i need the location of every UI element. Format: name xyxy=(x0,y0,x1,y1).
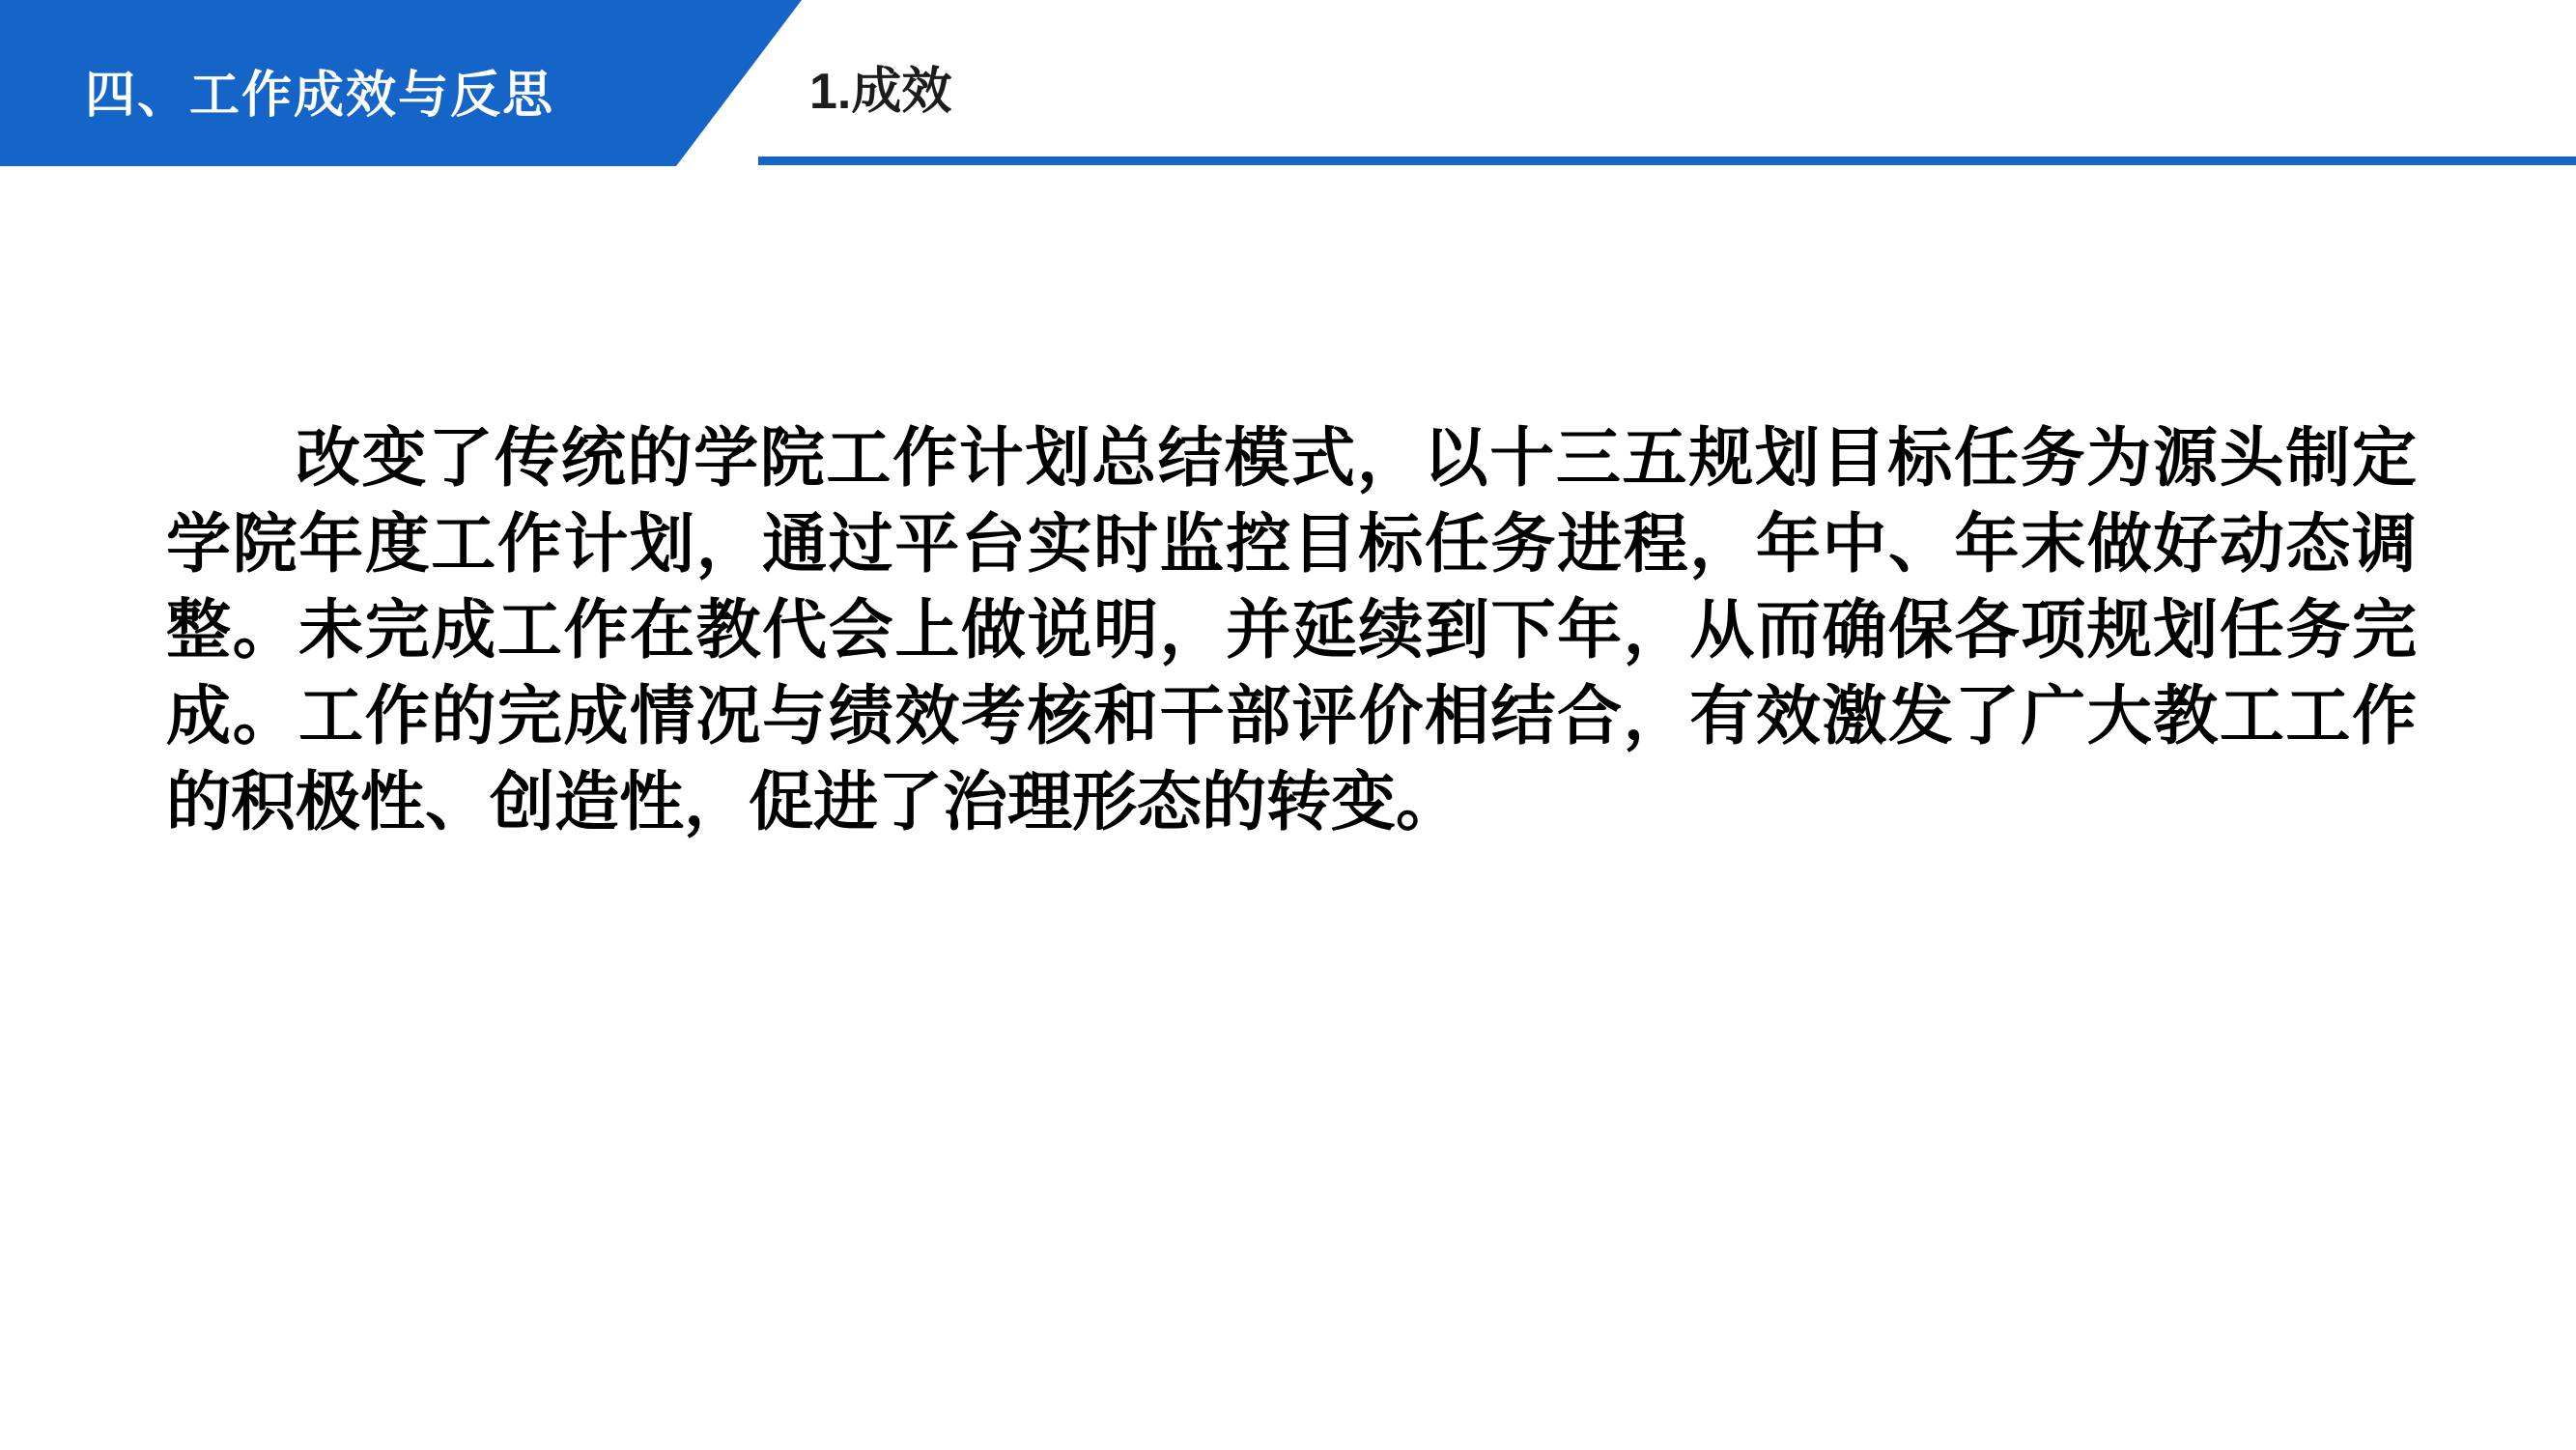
section-label: 四、工作成效与反思 xyxy=(85,68,555,124)
slide-header xyxy=(0,0,2576,166)
header-divider-rule xyxy=(758,156,2576,165)
slide-body xyxy=(166,415,2417,846)
page-title: 1.成效 xyxy=(809,64,952,120)
body-paragraph: 改变了传统的学院工作计划总结模式，以十三五规划目标任务为源头制定学院年度工作计划，通过平台实时监控目标任务进程，年中、年末做好动态调整。未完成工作在教代会上做说明，并延续到下年，从而确保各项规划任务完成。工作的完成情况与绩效考核和干部评价相结合，有效激发了广大教工工作的积极性、创造性，促进了治理形态的转变。 xyxy=(166,420,2417,840)
